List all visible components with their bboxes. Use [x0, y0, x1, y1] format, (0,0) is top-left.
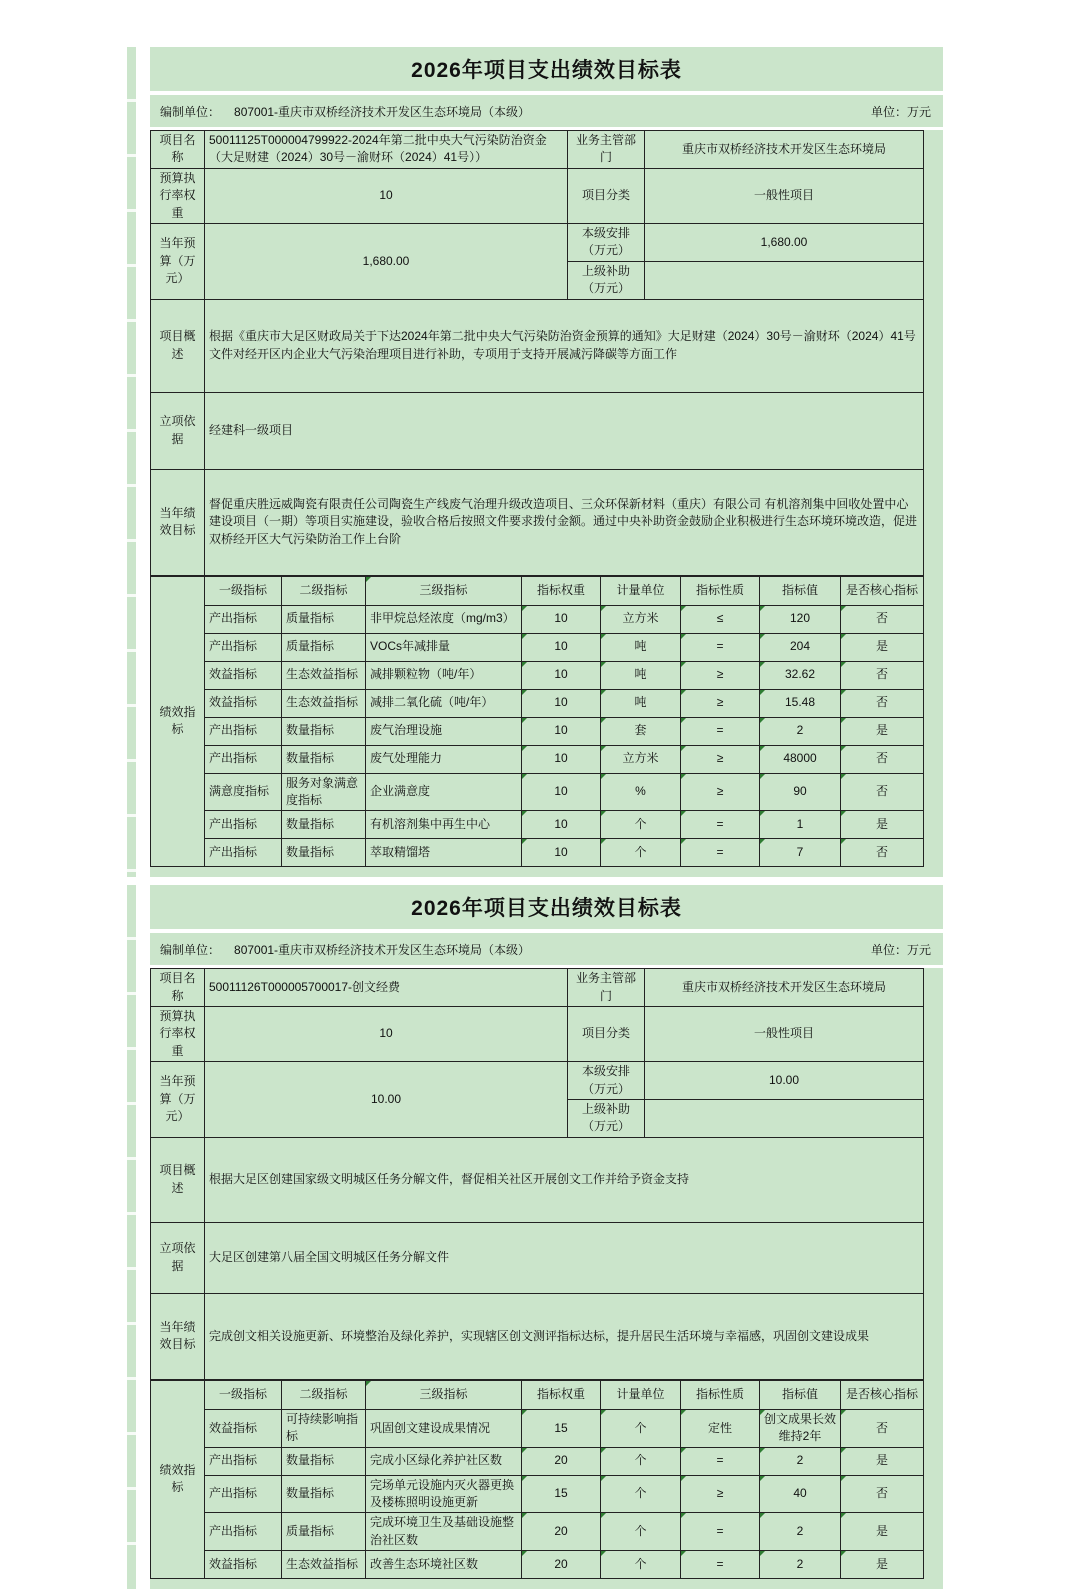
overview-text: 根据大足区创建国家级文明城区任务分解文件，督促相关社区开展创文工作并给予资金支持 — [205, 1137, 924, 1222]
indicator-cell-level1: 产出指标 — [205, 633, 282, 661]
indicator-cell-weight: 20 — [522, 1551, 601, 1579]
exec-rate-value: 10 — [205, 1007, 568, 1062]
sheet-edge-strip — [127, 885, 136, 1589]
unit-note: 单位：万元 — [870, 942, 931, 957]
indicator-cell-level1: 产出指标 — [205, 745, 282, 773]
prepared-by-row — [150, 933, 943, 965]
indicator-cell-unit: 个 — [601, 1409, 681, 1447]
indicator-cell-value: 创文成果长效维持2年 — [760, 1409, 841, 1447]
indicator-cell-nature: = — [681, 633, 760, 661]
indicator-row — [151, 689, 924, 717]
indicator-cell-nature: = — [681, 839, 760, 867]
indicator-cell-core: 否 — [841, 745, 924, 773]
dept-value: 重庆市双桥经济技术开发区生态环境局 — [645, 969, 924, 1007]
indicator-cell-core: 否 — [841, 605, 924, 633]
indicator-cell-nature: ≤ — [681, 605, 760, 633]
indicator-cell-unit: 个 — [601, 1513, 681, 1551]
indicator-cell-level1: 产出指标 — [205, 605, 282, 633]
indicator-cell-level3: 完成环境卫生及基础设施整治社区数 — [366, 1513, 522, 1551]
indicators-section-label: 绩效指标 — [151, 576, 205, 867]
indicator-cell-weight: 15 — [522, 1409, 601, 1447]
prepared-by-value: 807001-重庆市双桥经济技术开发区生态环境局（本级） — [234, 942, 531, 957]
dept-label: 业务主管部门 — [568, 969, 645, 1007]
indicator-cell-level3: 非甲烷总烃浓度（mg/m3） — [366, 605, 522, 633]
indicator-cell-level2: 质量指标 — [282, 633, 366, 661]
indicator-cell-level3: 完场单元设施内灭火器更换及楼栋照明设施更新 — [366, 1475, 522, 1513]
indicator-cell-nature: = — [681, 811, 760, 839]
exec-rate-value: 10 — [205, 168, 568, 223]
indicator-row — [151, 1409, 924, 1447]
goal-text: 督促重庆胜远威陶瓷有限责任公司陶瓷生产线废气治理升级改造项目、三众环保新材料（重庆）有限公司 有机溶剂集中回收处置中心建设项目（一期）等项目实施建设，验收合格后按照文件要求拨付金额。通过中央补助资金鼓励企业积极进行生态环境环境改造，促进双桥经开区大气污染防治工作上台阶 — [205, 469, 924, 575]
indicator-header-weight: 指标权重 — [522, 1380, 601, 1409]
indicator-cell-level3: 完成小区绿化养护社区数 — [366, 1447, 522, 1475]
indicator-cell-core: 是 — [841, 1513, 924, 1551]
indicator-cell-core: 否 — [841, 689, 924, 717]
indicator-cell-unit: 个 — [601, 839, 681, 867]
indicator-row — [151, 605, 924, 633]
indicator-cell-value: 90 — [760, 773, 841, 811]
page-title: 2026年项目支出绩效目标表 — [411, 59, 682, 82]
indicator-header-level3: 三级指标 — [366, 1380, 522, 1409]
indicator-header-weight: 指标权重 — [522, 576, 601, 605]
indicator-cell-core: 是 — [841, 717, 924, 745]
exec-rate-label: 预算执行率权重 — [151, 168, 205, 223]
indicator-header-value: 指标值 — [760, 1380, 841, 1409]
indicator-header-unit: 计量单位 — [601, 1380, 681, 1409]
indicator-cell-level2: 数量指标 — [282, 811, 366, 839]
indicators-table — [150, 1380, 924, 1579]
indicator-cell-unit: 套 — [601, 717, 681, 745]
indicators-table — [150, 576, 924, 868]
performance-table-block-2 — [127, 885, 943, 1589]
indicator-cell-core: 否 — [841, 1409, 924, 1447]
sheet-edge-gutter — [136, 885, 150, 1589]
upper-subsidy-value — [645, 1100, 924, 1138]
indicator-cell-level3: 改善生态环境社区数 — [366, 1551, 522, 1579]
indicator-header-level2: 二级指标 — [282, 576, 366, 605]
indicator-cell-unit: 吨 — [601, 689, 681, 717]
indicator-cell-level2: 数量指标 — [282, 839, 366, 867]
category-value: 一般性项目 — [645, 1007, 924, 1062]
prepared-by-row — [150, 95, 943, 127]
indicator-row — [151, 839, 924, 867]
indicator-cell-value: 48000 — [760, 745, 841, 773]
indicator-cell-weight: 10 — [522, 839, 601, 867]
unit-note: 单位：万元 — [870, 104, 931, 119]
indicator-row — [151, 633, 924, 661]
indicator-cell-unit: 立方米 — [601, 605, 681, 633]
indicator-cell-value: 7 — [760, 839, 841, 867]
indicator-header-unit: 计量单位 — [601, 576, 681, 605]
local-arrangement-value: 10.00 — [645, 1062, 924, 1100]
indicator-cell-level2: 数量指标 — [282, 1475, 366, 1513]
project-info-table — [150, 968, 924, 1380]
indicator-cell-value: 2 — [760, 717, 841, 745]
indicator-cell-core: 是 — [841, 633, 924, 661]
indicator-header-nature: 指标性质 — [681, 576, 760, 605]
indicator-cell-level3: 巩固创文建设成果情况 — [366, 1409, 522, 1447]
indicator-cell-level3: 萃取精馏塔 — [366, 839, 522, 867]
indicator-cell-nature: ≥ — [681, 689, 760, 717]
indicator-row — [151, 661, 924, 689]
indicator-row — [151, 1551, 924, 1579]
upper-subsidy-label: 上级补助（万元） — [568, 261, 645, 299]
indicator-cell-level2: 生态效益指标 — [282, 1551, 366, 1579]
indicator-cell-unit: 个 — [601, 811, 681, 839]
indicator-cell-level2: 数量指标 — [282, 745, 366, 773]
indicator-cell-value: 32.62 — [760, 661, 841, 689]
indicator-cell-level2: 质量指标 — [282, 605, 366, 633]
indicator-cell-weight: 10 — [522, 689, 601, 717]
indicator-cell-nature: ≥ — [681, 1475, 760, 1513]
indicator-cell-nature: ≥ — [681, 745, 760, 773]
indicator-header-level3: 三级指标 — [366, 576, 522, 605]
budget-value: 1,680.00 — [205, 223, 568, 299]
project-info-table — [150, 130, 924, 576]
indicator-cell-weight: 10 — [522, 717, 601, 745]
indicator-cell-value: 2 — [760, 1447, 841, 1475]
indicator-cell-unit: % — [601, 773, 681, 811]
indicator-cell-level3: 有机溶剂集中再生中心 — [366, 811, 522, 839]
indicator-cell-core: 否 — [841, 1475, 924, 1513]
indicator-cell-level1: 产出指标 — [205, 717, 282, 745]
indicator-cell-level2: 服务对象满意度指标 — [282, 773, 366, 811]
indicator-header-nature: 指标性质 — [681, 1380, 760, 1409]
indicator-cell-weight: 20 — [522, 1513, 601, 1551]
indicator-cell-core: 否 — [841, 773, 924, 811]
prepared-by-label: 编制单位： — [160, 104, 221, 119]
budget-label: 当年预算（万元） — [151, 223, 205, 299]
indicator-cell-level1: 效益指标 — [205, 1551, 282, 1579]
indicator-cell-level3: 企业满意度 — [366, 773, 522, 811]
indicator-header-level1: 一级指标 — [205, 576, 282, 605]
indicator-cell-unit: 个 — [601, 1475, 681, 1513]
indicator-cell-level2: 可持续影响指标 — [282, 1409, 366, 1447]
budget-label: 当年预算（万元） — [151, 1062, 205, 1138]
indicator-cell-weight: 20 — [522, 1447, 601, 1475]
category-label: 项目分类 — [568, 168, 645, 223]
indicator-row — [151, 1447, 924, 1475]
indicator-cell-unit: 吨 — [601, 661, 681, 689]
category-value: 一般性项目 — [645, 168, 924, 223]
indicator-row — [151, 717, 924, 745]
indicator-cell-weight: 10 — [522, 633, 601, 661]
indicator-row — [151, 745, 924, 773]
dept-label: 业务主管部门 — [568, 131, 645, 169]
overview-label: 项目概述 — [151, 1137, 205, 1222]
indicator-cell-nature: ≥ — [681, 773, 760, 811]
prepared-by-value: 807001-重庆市双桥经济技术开发区生态环境局（本级） — [234, 104, 531, 119]
exec-rate-label: 预算执行率权重 — [151, 1007, 205, 1062]
local-arrangement-label: 本级安排（万元） — [568, 1062, 645, 1100]
indicator-cell-level1: 效益指标 — [205, 1409, 282, 1447]
indicator-cell-level2: 生态效益指标 — [282, 661, 366, 689]
basis-text: 经建科一级项目 — [205, 392, 924, 469]
prepared-by-label: 编制单位： — [160, 942, 221, 957]
sheet-edge-strip — [127, 47, 136, 877]
goal-label: 当年绩效目标 — [151, 469, 205, 575]
indicator-cell-nature: = — [681, 717, 760, 745]
indicator-cell-level1: 产出指标 — [205, 1475, 282, 1513]
indicator-cell-unit: 立方米 — [601, 745, 681, 773]
performance-table-block-1 — [127, 47, 943, 877]
indicator-cell-level3: VOCs年减排量 — [366, 633, 522, 661]
indicator-cell-level1: 产出指标 — [205, 1513, 282, 1551]
indicator-cell-level2: 质量指标 — [282, 1513, 366, 1551]
overview-label: 项目概述 — [151, 299, 205, 392]
indicator-cell-weight: 10 — [522, 811, 601, 839]
indicator-cell-level1: 满意度指标 — [205, 773, 282, 811]
indicator-cell-value: 1 — [760, 811, 841, 839]
indicator-cell-level3: 减排颗粒物（吨/年） — [366, 661, 522, 689]
indicator-cell-unit: 个 — [601, 1551, 681, 1579]
indicator-cell-core: 否 — [841, 661, 924, 689]
indicator-cell-level2: 数量指标 — [282, 717, 366, 745]
indicator-cell-value: 120 — [760, 605, 841, 633]
indicator-cell-core: 否 — [841, 839, 924, 867]
indicator-cell-value: 40 — [760, 1475, 841, 1513]
indicator-cell-unit: 个 — [601, 1447, 681, 1475]
indicator-header-level2: 二级指标 — [282, 1380, 366, 1409]
upper-subsidy-value — [645, 261, 924, 299]
indicator-cell-level2: 生态效益指标 — [282, 689, 366, 717]
page-title: 2026年项目支出绩效目标表 — [411, 897, 682, 921]
local-arrangement-value: 1,680.00 — [645, 223, 924, 261]
indicator-cell-weight: 10 — [522, 745, 601, 773]
indicator-cell-nature: = — [681, 1447, 760, 1475]
indicator-cell-value: 2 — [760, 1513, 841, 1551]
indicator-cell-weight: 15 — [522, 1475, 601, 1513]
indicator-cell-nature: = — [681, 1551, 760, 1579]
goal-label: 当年绩效目标 — [151, 1293, 205, 1379]
indicator-cell-nature: ≥ — [681, 661, 760, 689]
indicator-cell-weight: 10 — [522, 605, 601, 633]
indicator-row — [151, 811, 924, 839]
budget-value: 10.00 — [205, 1062, 568, 1138]
dept-value: 重庆市双桥经济技术开发区生态环境局 — [645, 131, 924, 169]
indicator-cell-level1: 效益指标 — [205, 689, 282, 717]
indicator-header-core: 是否核心指标 — [841, 1380, 924, 1409]
local-arrangement-label: 本级安排（万元） — [568, 223, 645, 261]
indicator-cell-core: 是 — [841, 1447, 924, 1475]
project-name-value: 50011125T000004799922-2024年第二批中央大气污染防治资金（大足财建（2024）30号－渝财环（2024）41号）） — [205, 131, 568, 169]
basis-label: 立项依据 — [151, 392, 205, 469]
indicators-section-label: 绩效指标 — [151, 1380, 205, 1578]
indicator-header-core: 是否核心指标 — [841, 576, 924, 605]
indicator-cell-level3: 废气治理设施 — [366, 717, 522, 745]
indicator-cell-value: 2 — [760, 1551, 841, 1579]
indicator-cell-level3: 废气处理能力 — [366, 745, 522, 773]
overview-text: 根据《重庆市大足区财政局关于下达2024年第二批中央大气污染防治资金预算的通知》大足财建（2024）30号－渝财环（2024）41号文件对经开区内企业大气污染治理项目进行补助，专项用于支持开展减污降碳等方面工作 — [205, 299, 924, 392]
upper-subsidy-label: 上级补助（万元） — [568, 1100, 645, 1138]
indicator-cell-nature: = — [681, 1513, 760, 1551]
indicator-header-value: 指标值 — [760, 576, 841, 605]
project-name-label: 项目名称 — [151, 131, 205, 169]
project-name-label: 项目名称 — [151, 969, 205, 1007]
indicator-header-level1: 一级指标 — [205, 1380, 282, 1409]
basis-label: 立项依据 — [151, 1222, 205, 1293]
indicator-cell-unit: 吨 — [601, 633, 681, 661]
indicator-cell-value: 204 — [760, 633, 841, 661]
category-label: 项目分类 — [568, 1007, 645, 1062]
indicator-cell-level2: 数量指标 — [282, 1447, 366, 1475]
indicator-row — [151, 1475, 924, 1513]
indicator-cell-nature: 定性 — [681, 1409, 760, 1447]
sheet-main — [150, 885, 943, 1589]
indicator-row — [151, 1513, 924, 1551]
indicator-cell-level1: 效益指标 — [205, 661, 282, 689]
project-name-value: 50011126T000005700017-创文经费 — [205, 969, 568, 1007]
indicator-cell-core: 是 — [841, 1551, 924, 1579]
indicator-cell-weight: 10 — [522, 773, 601, 811]
basis-text: 大足区创建第八届全国文明城区任务分解文件 — [205, 1222, 924, 1293]
indicator-cell-level1: 产出指标 — [205, 811, 282, 839]
indicator-cell-level3: 减排二氧化硫（吨/年） — [366, 689, 522, 717]
sheet-main — [150, 47, 943, 877]
indicator-cell-weight: 10 — [522, 661, 601, 689]
indicator-cell-level1: 产出指标 — [205, 839, 282, 867]
indicator-row — [151, 773, 924, 811]
indicator-cell-value: 15.48 — [760, 689, 841, 717]
sheet-edge-gutter — [136, 47, 150, 877]
indicator-cell-level1: 产出指标 — [205, 1447, 282, 1475]
goal-text: 完成创文相关设施更新、环境整治及绿化养护，实现辖区创文测评指标达标，提升居民生活环境与幸福感，巩固创文建设成果 — [205, 1293, 924, 1379]
indicator-cell-core: 是 — [841, 811, 924, 839]
